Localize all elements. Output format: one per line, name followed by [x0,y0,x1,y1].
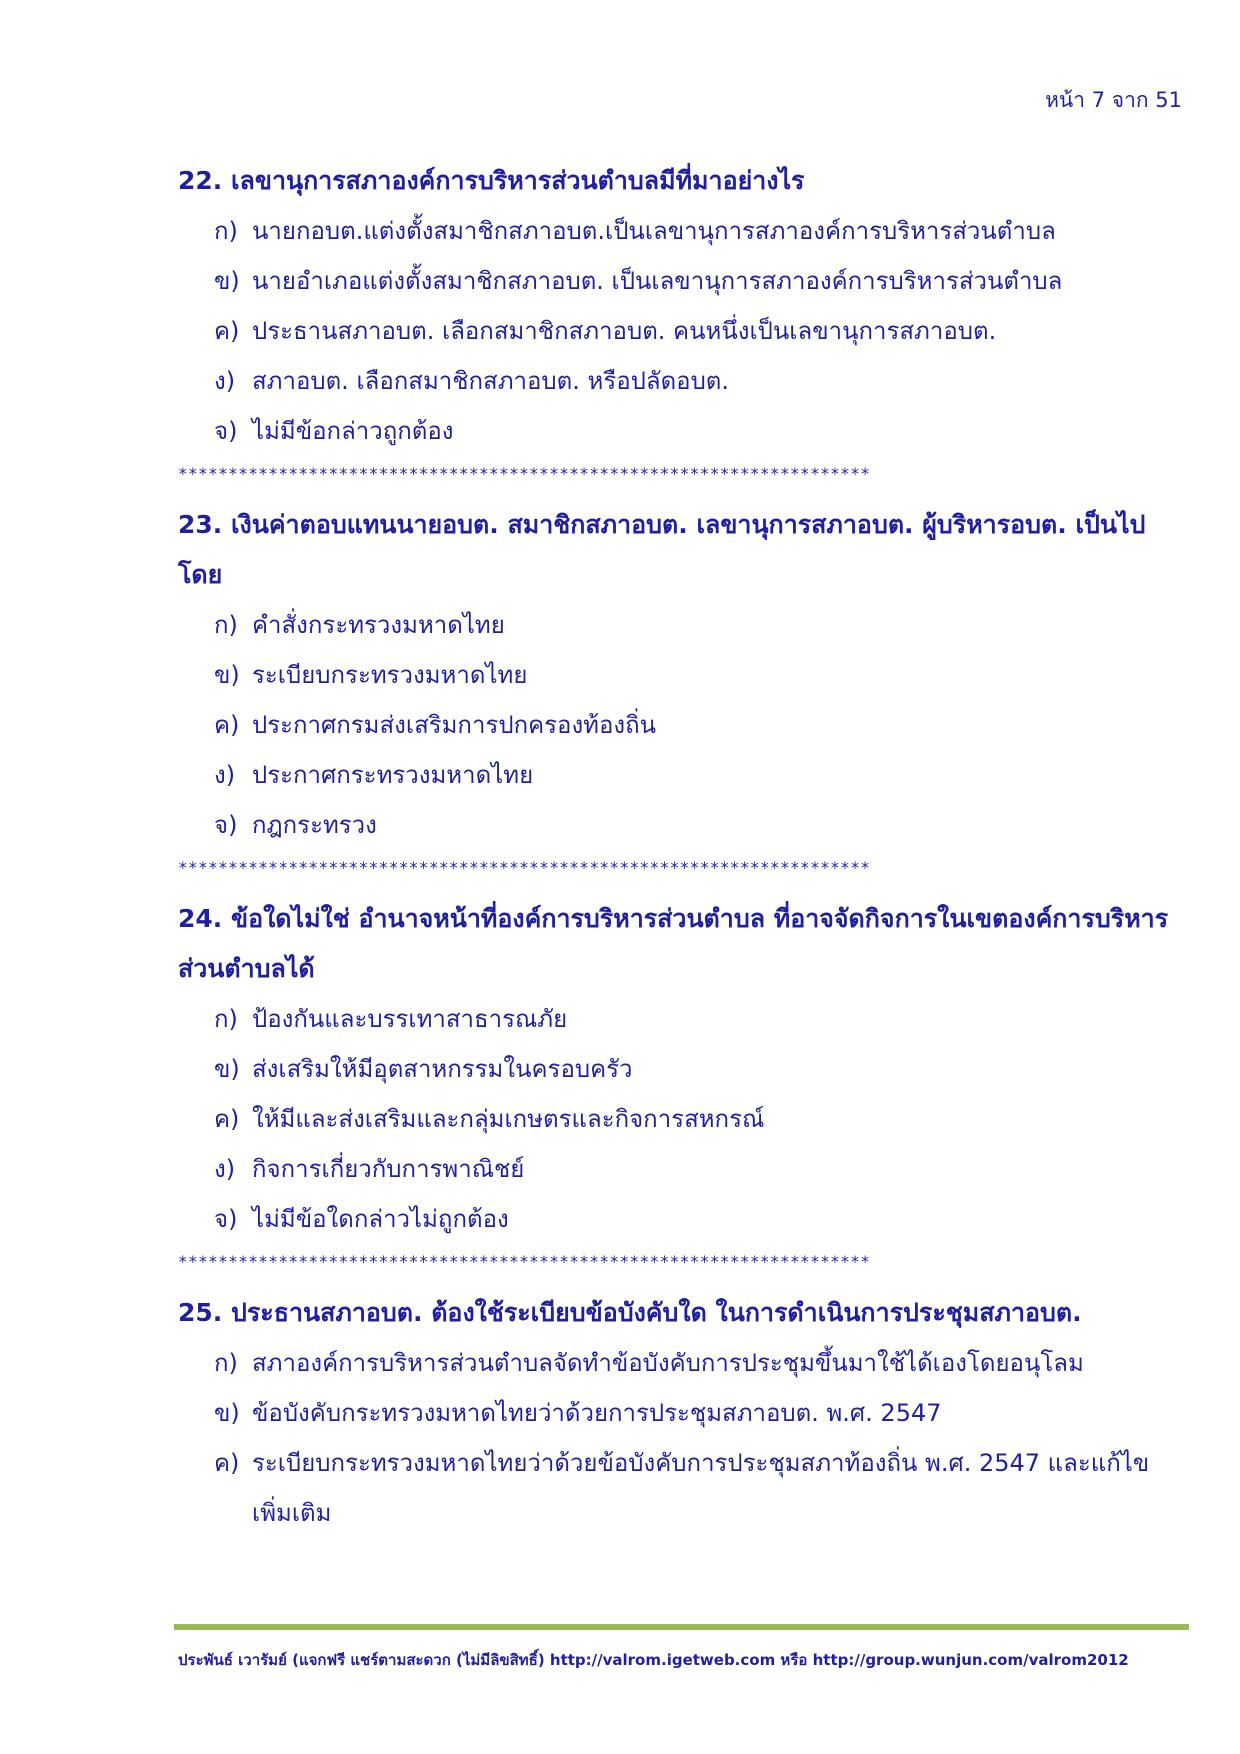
choice-item [178,650,1188,700]
choice-item [178,1438,1188,1538]
choice-text: กฎกระทรวง [252,811,377,839]
choice-letter: ก) [214,611,238,639]
choice-text: นายอำเภอแต่งตั้งสมาชิกสภาอบต. เป็นเลขานุการสภาองค์การบริหารส่วนตำบล [252,267,1063,295]
choice-text: ไม่มีข้อใดกล่าวไม่ถูกต้อง [252,1205,509,1233]
choice-text: กิจการเกี่ยวกับการพาณิชย์ [252,1155,525,1183]
choice-text: ประกาศกระทรวงมหาดไทย [252,761,534,789]
choice-item [178,1094,1188,1144]
question-22 [178,156,1188,456]
choice-letter: ข) [214,661,240,689]
choice-item [178,406,1188,456]
question-title: 25. ประธานสภาอบต. ต้องใช้ระเบียบข้อบังคับใด ในการดำเนินการประชุมสภาอบต. [178,1298,1082,1327]
question-25 [178,1288,1188,1538]
choice-item [178,600,1188,650]
choice-item [178,994,1188,1044]
choice-letter: จ) [214,811,238,839]
asterisk-separator: ********************************************************************* [178,464,871,483]
choice-letter: ง) [214,367,236,395]
choice-letter: ค) [214,711,240,739]
choice-letter: ค) [214,317,240,345]
choice-text: นายกอบต.แต่งตั้งสมาชิกสภาอบต.เป็นเลขานุการสภาองค์การบริหารส่วนตำบล [252,217,1056,245]
choice-text: สภาอบต. เลือกสมาชิกสภาอบต. หรือปลัดอบต. [252,367,730,395]
choice-letter: ข) [214,1055,240,1083]
choice-text: ระเบียบกระทรวงมหาดไทย [252,661,528,689]
asterisk-separator: ********************************************************************* [178,1252,871,1271]
choice-item [178,700,1188,750]
choice-item [178,256,1188,306]
choice-item [178,1388,1188,1438]
choice-text: สภาองค์การบริหารส่วนตำบลจัดทำข้อบังคับการประชุมขึ้นมาใช้ได้เองโดยอนุโลม [252,1349,1084,1377]
choice-letter: จ) [214,417,238,445]
choice-text: ประธานสภาอบต. เลือกสมาชิกสภาอบต. คนหนึ่งเป็นเลขานุการสภาอบต. [252,317,997,345]
choice-item [178,750,1188,800]
choice-text: ประกาศกรมส่งเสริมการปกครองท้องถิ่น [252,711,657,739]
choice-letter: จ) [214,1205,238,1233]
choice-text: ไม่มีข้อกล่าวถูกต้อง [252,417,454,445]
choice-letter: ง) [214,1155,236,1183]
choice-letter: ง) [214,761,236,789]
choice-letter: ค) [214,1105,240,1133]
document-body [178,156,1188,1538]
choice-text: ส่งเสริมให้มีอุตสาหกรรมในครอบครัว [252,1055,633,1083]
choice-item [178,1338,1188,1388]
choice-letter: ก) [214,1349,238,1377]
choice-letter: ก) [214,1005,238,1033]
choice-text: ป้องกันและบรรเทาสาธารณภัย [252,1005,568,1033]
choice-letter: ข) [214,1399,240,1427]
choice-text: คำสั่งกระทรวงมหาดไทย [252,611,505,639]
choice-item [178,1194,1188,1244]
choice-item [178,356,1188,406]
question-title: 24. ข้อใดไม่ใช่ อำนาจหน้าที่องค์การบริหารส่วนตำบล ที่อาจจัดกิจการในเขตองค์การบริหารส่วนตำบลได้ [178,904,1169,983]
choice-item [178,800,1188,850]
choice-letter: ก) [214,217,238,245]
choice-item [178,306,1188,356]
question-24 [178,894,1188,1244]
footer-credit: ประพันธ์ เวารัมย์ (แจกฟรี แชร์ตามสะดวก (ไม่มีลิขสิทธิ์) http://valrom.igetweb.com หรือ http://group.wunjun.com/valrom2012 [178,1651,1129,1669]
choice-item [178,1044,1188,1094]
asterisk-separator: ********************************************************************* [178,858,871,877]
question-title: 23. เงินค่าตอบแทนนายอบต. สมาชิกสภาอบต. เลขานุการสภาอบต. ผู้บริหารอบต. เป็นไปโดย [178,510,1146,589]
choice-letter: ข) [214,267,240,295]
question-23 [178,500,1188,850]
page-number: หน้า 7 จาก 51 [1045,88,1182,112]
choice-text: ให้มีและส่งเสริมและกลุ่มเกษตรและกิจการสหกรณ์ [252,1105,765,1133]
choice-letter: ค) [214,1449,240,1477]
choice-item [178,1144,1188,1194]
footer-divider [174,1624,1189,1630]
choice-text: ระเบียบกระทรวงมหาดไทยว่าด้วยข้อบังคับการประชุมสภาท้องถิ่น พ.ศ. 2547 และแก้ไขเพิ่มเติม [252,1449,1150,1527]
question-title: 22. เลขานุการสภาองค์การบริหารส่วนตำบลมีที่มาอย่างไร [178,166,805,195]
choice-item [178,206,1188,256]
choice-text: ข้อบังคับกระทรวงมหาดไทยว่าด้วยการประชุมสภาอบต. พ.ศ. 2547 [252,1399,942,1427]
